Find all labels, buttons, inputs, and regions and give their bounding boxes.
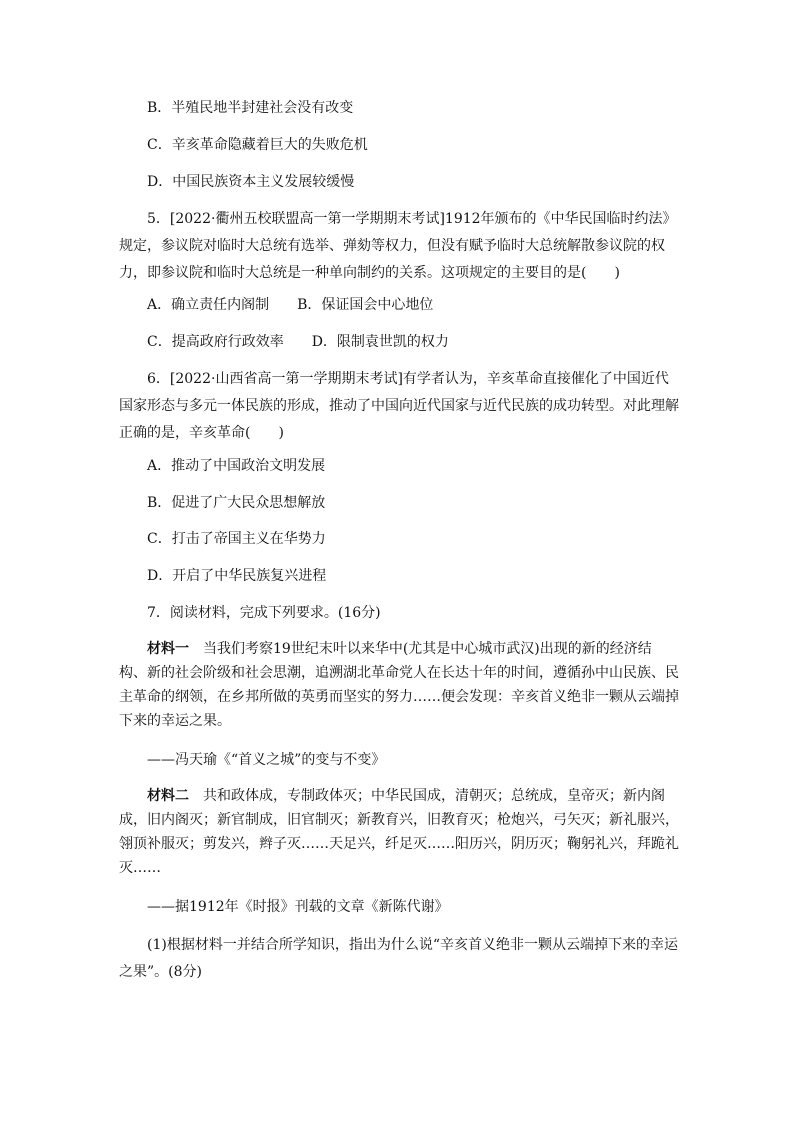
material2-label: 材料二 <box>147 788 189 804</box>
q5-options-cd: C．提高政府行政效率 D．限制袁世凯的权力 <box>147 334 449 350</box>
material1-text: 当我们考察19世纪末叶以来华中(尤其是中心城市武汉)出现的新的经济结构、新的社会阶级和社会思潮，追溯湖北革命党人在长达十年的时间，遵循孙中山民族、民主革命的纲领，在乡邦所做的英勇而坚实的努力……便会发现：辛亥首义绝非一颗从云端掉下来的幸运之果。 <box>119 641 679 729</box>
q4-option-b: B．半殖民地半封建社会没有改变 <box>147 100 354 116</box>
q6-option-c: C．打击了帝国主义在华势力 <box>147 531 326 547</box>
q5-stem: 5．[2022·衢州五校联盟高一第一学期期末考试]1912年颁布的《中华民国临时约法》规定，参议院对临时大总统有选举、弹劾等权力，但没有赋予临时大总统解散参议院的权力，即参议院和临时大总统是一种单向制约的关系。这项规定的主要目的是( ) <box>119 211 677 281</box>
q7-material2-source: ——据1912年《时报》刊载的文章《新陈代谢》 <box>147 899 449 915</box>
q7-material1 <box>119 637 679 733</box>
q6-stem: 6．[2022·山西省高一第一学期期末考试]有学者认为，辛亥革命直接催化了中国近代国家形态与多元一体民族的形成，推动了中国向近代国家与近代民族的成功转型。对此理解正确的是，辛亥革命( ) <box>119 371 679 441</box>
q4-option-d: D．中国民族资本主义发展较缓慢 <box>147 174 355 190</box>
q6-option-b: B．促进了广大民众思想解放 <box>147 495 326 511</box>
q7-material2 <box>119 784 679 880</box>
material1-label: 材料一 <box>147 641 189 657</box>
q4-option-c: C．辛亥革命隐藏着巨大的失败危机 <box>147 137 368 153</box>
q7-sub1: (1)根据材料一并结合所学知识，指出为什么说“辛亥首义绝非一颗从云端掉下来的幸运之果”。(8分) <box>119 937 678 980</box>
q7-stem: 7．阅读材料，完成下列要求。(16分) <box>147 605 381 621</box>
q7-material1-source: ——冯天瑜《“首义之城”的变与不变》 <box>147 752 386 768</box>
q6-option-d: D．开启了中华民族复兴进程 <box>147 568 327 584</box>
q6-option-a: A．推动了中国政治文明发展 <box>147 458 326 474</box>
q5-options-ab: A．确立责任内阁制 B．保证国会中心地位 <box>147 297 434 313</box>
material2-text: 共和政体成，专制政体灭；中华民国成，清朝灭；总统成，皇帝灭；新内阁成，旧内阁灭；新官制成，旧官制灭；新教育兴，旧教育灭；枪炮兴，弓矢灭；新礼服兴，翎顶补服灭；剪发兴，辫子灭……天足兴，纤足灭……阳历兴，阴历灭；鞠躬礼兴，拜跪礼灭…… <box>119 788 679 876</box>
